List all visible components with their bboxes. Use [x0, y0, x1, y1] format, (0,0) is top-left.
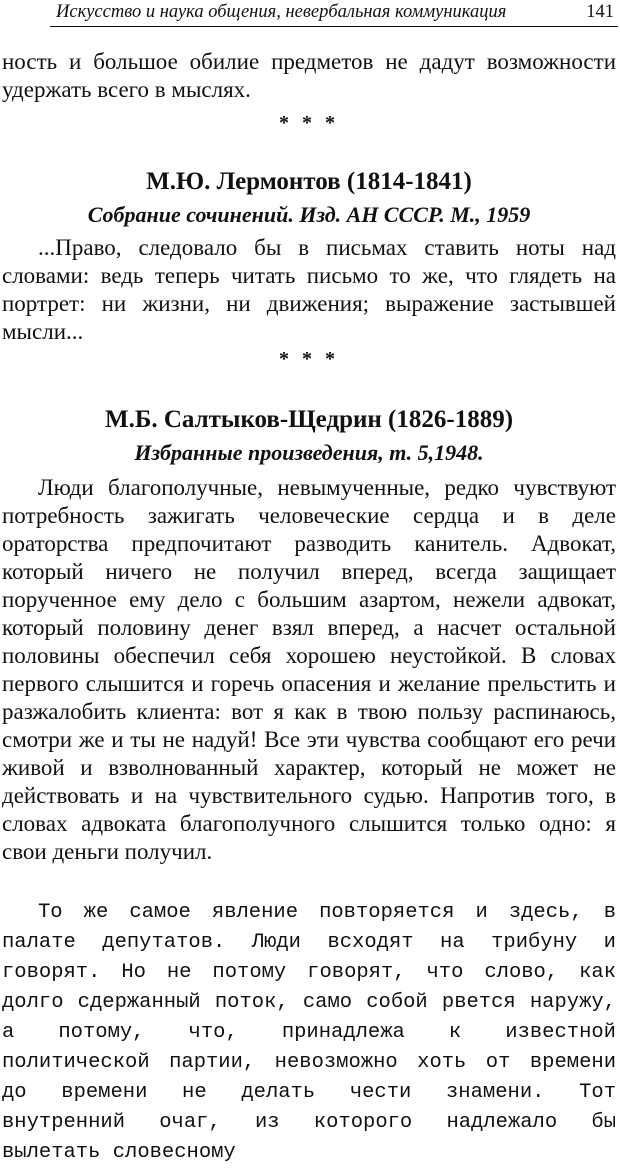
- running-head: [50, 0, 618, 27]
- saltykov-author-heading: М.Б. Салтыков-Щедрин (1826-1889): [104, 406, 514, 433]
- continuation-text: ность и большое обилие предметов не дадут возможности удержать всего в мыслях.: [2, 49, 616, 102]
- lermontov-author-heading: М.Ю. Лермонтов (1814-1841): [146, 168, 472, 195]
- section-separator-1: * * *: [279, 112, 339, 134]
- saltykov-source: Избранные произведения, т. 5,1948.: [134, 440, 484, 465]
- saltykov-paragraph-2-text: То же самое явление повторяется и здесь, в палате депутатов. Люди всходят на трибуну и говорят. Но не потому говорят, что слово, как долго сдержанный поток, само собой рвется наружу, а потому, что, принадлежа к известной политической партии, невозможно хоть от времени до времени не делать чести знамени. Тот внутренний очаг, из которого надлежало бы вылетать словесному: [2, 901, 616, 1164]
- section-separator-2: * * *: [279, 348, 339, 370]
- lermontov-quote: [2, 234, 616, 346]
- saltykov-paragraph-1: [2, 474, 616, 866]
- page-number: 141: [586, 2, 614, 22]
- saltykov-paragraph-1-text: Люди благополучные, невымученные, редко чувствуют потребность зажигать человеческие сердца и в деле ораторства предпочитают разводить канитель. Адвокат, который ничего не получил вперед, всегда защищает порученное ему дело с большим азартом, нежели адвокат, который половину денег взял вперед, а насчет остальной половины обеспечил себя хорошею неустойкой. В словах первого слышится и горечь опасения и желание прельстить и разжалобить клиента: вот я как в твою пользу распинаюсь, смотри же и ты не надуй! Все эти чувства сообщают его речи живой и взволнованный характер, который не может не действовать и на чувствительного судью. Напротив того, в словах адвоката благополучного слышится только одно: я свои деньги получил.: [2, 475, 616, 864]
- running-head-title: Искусство и наука общения, невербальная коммуникация: [56, 2, 507, 22]
- continuation-paragraph: [2, 48, 616, 104]
- saltykov-paragraph-2: [2, 898, 616, 1168]
- lermontov-source: Собрание сочинений. Изд. АН СССР. М., 1959: [87, 202, 531, 227]
- lermontov-quote-text: ...Право, следовало бы в письмах ставить ноты над словами: ведь теперь читать письмо то же, что глядеть на портрет: ни жизни, ни движения; выражение застывшей мысли...: [2, 235, 616, 344]
